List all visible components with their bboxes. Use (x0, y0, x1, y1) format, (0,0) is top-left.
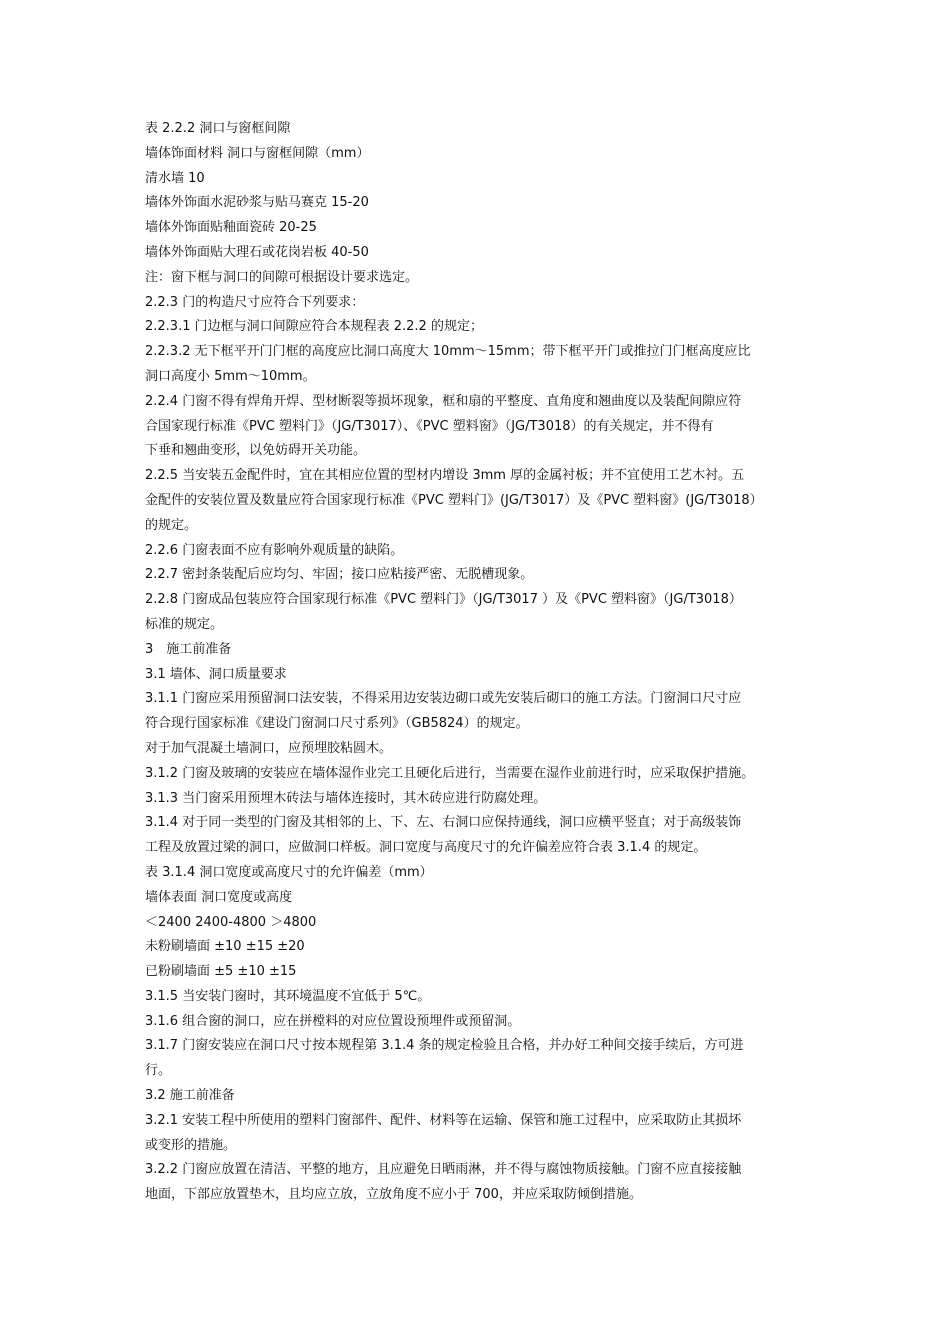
clause: 2.2.8 门窗成品包装应符合国家现行标准《PVC 塑料门》（JG/T3017 ）及《PVC 塑料窗》（JG/T3018） (145, 592, 742, 608)
clause-continuation: 或变形的措施。 (145, 1137, 237, 1153)
clause: 2.2.3 门的构造尺寸应符合下列要求： (145, 294, 365, 310)
table-row: 墙体外饰面贴釉面瓷砖 20-25 (145, 220, 317, 236)
table-title: 表 3.1.4 洞口宽度或高度尺寸的允许偏差（mm） (145, 864, 433, 880)
clause-continuation: 标准的规定。 (145, 616, 224, 632)
clause: 3.2.1 安装工程中所使用的塑料门窗部件、配件、材料等在运输、保管和施工过程中，应采取防止其损坏 (145, 1112, 742, 1128)
table-header: 墙体表面 洞口宽度或高度 (145, 889, 293, 905)
clause-continuation: 的规定。 (145, 517, 198, 533)
table-header: 墙体饰面材料 洞口与窗框间隙（mm） (145, 145, 370, 161)
table-row: 清水墙 10 (145, 170, 205, 186)
clause: 2.2.3.1 门边框与洞口间隙应符合本规程表 2.2.2 的规定； (145, 319, 483, 335)
table-row: 墙体外饰面贴大理石或花岗岩板 40-50 (145, 244, 369, 260)
clause: 3.1.7 门窗安装应在洞口尺寸按本规程第 3.1.4 条的规定检验且合格，并办好工种间交接手续后，方可进 (145, 1038, 744, 1054)
clause-continuation: 下垂和翘曲变形，以免妨碍开关功能。 (145, 443, 367, 459)
clause: 3.1.4 对于同一类型的门窗及其相邻的上、下、左、右洞口应保持通线，洞口应横平竖直；对于高级装饰 (145, 815, 742, 831)
clause-continuation: 金配件的安装位置及数量应符合国家现行标准《PVC 塑料门》(JG/T3017）及《PVC 塑料窗》(JG/T3018） (145, 492, 763, 508)
clause: 3.1.1 门窗应采用预留洞口法安装，不得采用边安装边砌口或先安装后砌口的施工方法。门窗洞口尺寸应 (145, 691, 742, 707)
table-row: 未粉刷墙面 ±10 ±15 ±20 (145, 939, 305, 955)
clause-continuation: 合国家现行标准《PVC 塑料门》（JG/T3017）、《PVC 塑料窗》（JG/T3018）的有关规定，并不得有 (145, 418, 714, 434)
clause: 3.1.6 组合窗的洞口，应在拼樘料的对应位置设预埋件或预留洞。 (145, 1013, 521, 1029)
clause: 2.2.7 密封条装配后应均匀、牢固；接口应粘接严密、无脱槽现象。 (145, 567, 534, 583)
document-body (145, 117, 810, 1208)
subsection-heading: 3.1 墙体、洞口质量要求 (145, 666, 287, 682)
clause-continuation: 洞口高度小 5mm～10mm。 (145, 368, 316, 384)
clause: 2.2.4 门窗不得有焊角开焊、型材断裂等损坏现象，框和扇的平整度、直角度和翘曲度以及装配间隙应符 (145, 393, 742, 409)
table-note: 注：窗下框与洞口的间隙可根据设计要求选定。 (145, 269, 419, 285)
clause-continuation: 符合现行国家标准《建设门窗洞口尺寸系列》（GB5824）的规定。 (145, 716, 529, 732)
table-row: 已粉刷墙面 ±5 ±10 ±15 (145, 964, 297, 980)
clause-continuation: 地面，下部应放置垫木，且均应立放，立放角度不应小于 700，并应采取防倾倒措施。 (145, 1187, 642, 1203)
subsection-heading: 3.2 施工前准备 (145, 1088, 235, 1104)
clause: 3.1.2 门窗及玻璃的安装应在墙体湿作业完工且硬化后进行，当需要在湿作业前进行时，应采取保护措施。 (145, 765, 755, 781)
table-title: 表 2.2.2 洞口与窗框间隙 (145, 121, 291, 136)
table-row: 墙体外饰面水泥砂浆与贴马赛克 15-20 (145, 195, 369, 211)
clause: 3.1.3 当门窗采用预埋木砖法与墙体连接时，其木砖应进行防腐处理。 (145, 790, 547, 806)
clause: 3.2.2 门窗应放置在清洁、平整的地方，且应避免日晒雨淋，并不得与腐蚀物质接触。门窗不应直接接触 (145, 1162, 742, 1178)
clause: 2.2.5 当安装五金配件时，宜在其相应位置的型材内增设 3mm 厚的金属衬板；并不宜使用工艺木衬。五 (145, 468, 745, 484)
clause-continuation: 工程及放置过梁的洞口，应做洞口样板。洞口宽度与高度尺寸的允许偏差应符合表 3.1.4 的规定。 (145, 840, 707, 856)
clause-continuation: 对于加气混凝土墙洞口，应预埋胶粘圆木。 (145, 740, 393, 756)
clause: 3.1.5 当安装门窗时，其环境温度不宜低于 5℃。 (145, 988, 431, 1004)
section-heading: 3 施工前准备 (145, 641, 232, 657)
clause-continuation: 行。 (145, 1063, 172, 1079)
clause: 2.2.3.2 无下框平开门门框的高度应比洞口高度大 10mm～15mm；带下框平开门或推拉门门框高度应比 (145, 344, 751, 360)
table-header: ＜2400 2400-4800 ＞4800 (145, 914, 317, 930)
clause: 2.2.6 门窗表面不应有影响外观质量的缺陷。 (145, 542, 404, 558)
